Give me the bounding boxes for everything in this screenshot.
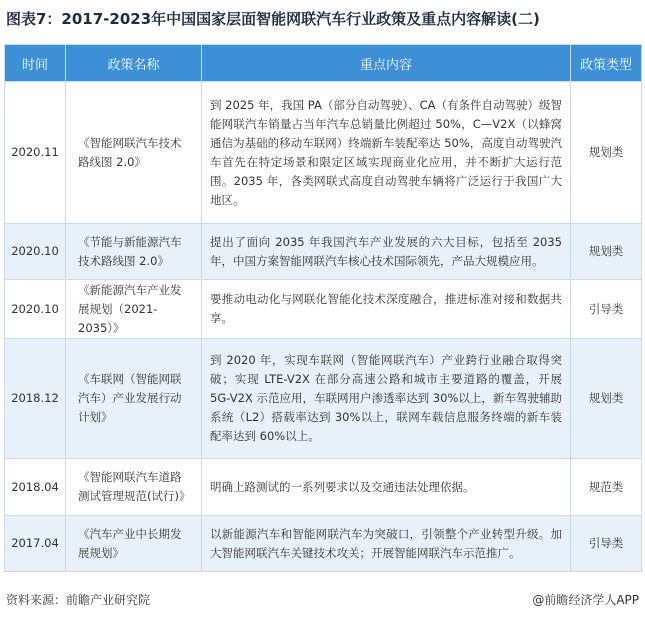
cell-key-content: 提出了面向 2035 年我国汽车产业发展的六大目标，包括至 2035 年，中国方案智能网联汽车核心技术国际领先，产品大规模应用。: [202, 224, 571, 280]
cell-key-content: 到 2025 年，我国 PA（部分自动驾驶）、CA（有条件自动驾驶）级智能网联汽车销量占当年汽车总销量比例超过 50%，C—V2X（以蜂窝通信为基础的移动车联网）终端新车装配率达 50%，高度自动驾驶汽车首先在特定场景和限定区域实现商业化应用，并不断扩大运行范围。2035 年，各类网联式高度自动驾驶车辆将广泛运行于我国广大地区。: [202, 82, 571, 224]
table-row: [5, 516, 642, 572]
chart-title: 图表7：2017-2023年中国国家层面智能网联汽车行业政策及重点内容解读(二): [6, 10, 540, 28]
cell-key-content: 以新能源汽车和智能网联汽车为突破口，引领整个产业转型升级。加大智能网联汽车关键技术攻关；开展智能网联汽车示范推广。: [202, 516, 571, 572]
header-key-content: 重点内容: [202, 45, 571, 82]
cell-time: 2018.12: [5, 339, 66, 459]
cell-policy-type: 引导类: [571, 516, 642, 572]
cell-time: 2020.10: [5, 280, 66, 339]
cell-policy-name: 《新能源汽车产业发展规划（2021-2035）》: [66, 280, 202, 339]
cell-policy-type: 规划类: [571, 82, 642, 224]
credit-note: @前瞻经济学人APP: [532, 593, 639, 607]
cell-policy-name: 《车联网（智能网联汽车）产业发展行动计划》: [66, 339, 202, 459]
cell-time: 2017.04: [5, 516, 66, 572]
cell-policy-type: 规范类: [571, 459, 642, 516]
table-row: [5, 82, 642, 224]
table-row: [5, 459, 642, 516]
header-time: 时间: [5, 45, 66, 82]
table-row: [5, 280, 642, 339]
cell-policy-name: 《节能与新能源汽车技术路线图 2.0》: [66, 224, 202, 280]
cell-policy-type: 引导类: [571, 280, 642, 339]
cell-policy-name: 《汽车产业中长期发展规划》: [66, 516, 202, 572]
cell-key-content: 明确上路测试的一系列要求以及交通违法处理依据。: [202, 459, 571, 516]
cell-time: 2018.04: [5, 459, 66, 516]
cell-time: 2020.11: [5, 82, 66, 224]
source-note: 资料来源：前瞻产业研究院: [6, 593, 151, 607]
cell-key-content: 要推动电动化与网联化智能化技术深度融合，推进标准对接和数据共享。: [202, 280, 571, 339]
cell-policy-type: 规划类: [571, 224, 642, 280]
cell-time: 2020.10: [5, 224, 66, 280]
cell-policy-name: 《智能网联汽车道路测试管理规范(试行)》: [66, 459, 202, 516]
table-row: [5, 224, 642, 280]
header-policy-type: 政策类型: [571, 45, 642, 82]
table-header-row: [5, 45, 642, 82]
cell-policy-name: 《智能网联汽车技术路线图 2.0》: [66, 82, 202, 224]
header-policy-name: 政策名称: [66, 45, 202, 82]
cell-policy-type: 规划类: [571, 339, 642, 459]
cell-key-content: 到 2020 年，实现车联网（智能网联汽车）产业跨行业融合取得突破；实现 LTE-V2X 在部分高速公路和城市主要道路的覆盖，开展 5G-V2X 示范应用，车联网用户渗透率达到 30%以上，新车驾驶辅助系统（L2）搭载率达到 30%以上，联网车载信息服务终端的新车装配率达到 60%以上。: [202, 339, 571, 459]
policy-table: [4, 44, 642, 572]
table-row: [5, 339, 642, 459]
